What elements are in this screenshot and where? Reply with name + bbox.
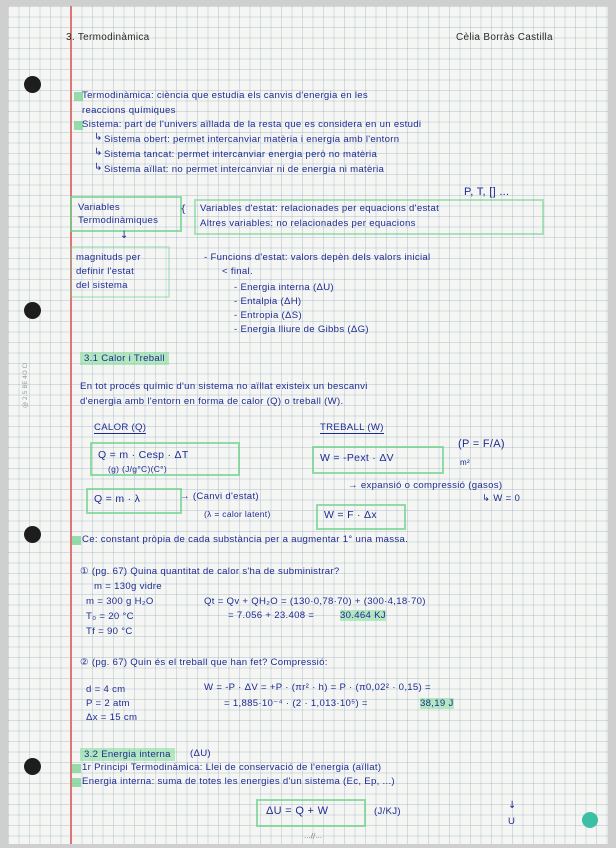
magnitudes-line: magnituds per xyxy=(76,252,141,263)
pressure-units: m² xyxy=(460,458,470,467)
page-footer: ...//... xyxy=(304,832,323,840)
exercise-question: ② (pg. 67) Quin és el treball que han fet? Compressió: xyxy=(80,657,328,668)
latent-note: → (Canvi d'estat) xyxy=(180,491,259,502)
definition-line: reaccions químiques xyxy=(82,105,176,116)
work-note: → expansió o compressió (gasos) xyxy=(348,480,503,491)
brace-icon: { xyxy=(180,204,187,215)
exercise-data: P = 2 atm xyxy=(86,698,130,709)
state-function-line: < final. xyxy=(222,266,253,277)
exercise-data: T₀ = 20 °C xyxy=(86,611,134,622)
state-function-item: - Energia lliure de Gibbs (ΔG) xyxy=(234,324,369,335)
margin-line xyxy=(70,6,72,844)
exercise-calc: W = -P · ΔV = +P · (πr² · h) = P · (π0,02² · 0,15) = xyxy=(204,682,431,693)
state-function-item: - Energia interna (ΔU) xyxy=(234,282,334,293)
exercise-calc: Qt = Qv + QH₂O = (130·0,78·70) + (300·4,18·70) xyxy=(204,596,426,607)
down-arrow-icon: ↓ xyxy=(508,800,517,811)
punch-hole xyxy=(24,758,41,775)
exercise-calc: = 1,885·10⁻⁴ · (2 · 1,013·10⁵) = xyxy=(224,698,368,709)
exercise-data: d = 4 cm xyxy=(86,684,126,695)
arrow-icon: ↳ xyxy=(94,132,103,143)
punch-hole xyxy=(24,76,41,93)
principle-line: 1r Principi Termodinàmica: Llei de conservació de l'energia (aïllat) xyxy=(82,762,382,773)
paragraph-line: d'energia amb l'entorn en forma de calor (Q) o treball (W). xyxy=(80,396,344,407)
latent-formula: Q = m · λ xyxy=(94,493,141,505)
highlight-mark xyxy=(72,778,81,787)
other-variables-line: Altres variables: no relacionades per equacions xyxy=(200,218,416,229)
exercise-result: 38,19 J xyxy=(420,698,454,709)
work-note-sub: ↳ W = 0 xyxy=(482,493,521,504)
exercise-data: Tf = 90 °C xyxy=(86,626,133,637)
arrow-icon: ↳ xyxy=(94,147,103,158)
brace-label: U xyxy=(508,816,516,827)
state-function-line: - Funcions d'estat: valors depèn dels valors inicial xyxy=(204,252,431,263)
punch-hole xyxy=(24,526,41,543)
exercise-data: Δx = 15 cm xyxy=(86,712,138,723)
state-function-item: - Entalpia (ΔH) xyxy=(234,296,302,307)
system-type-item: Sistema tancat: permet intercanviar energia però no matèria xyxy=(104,149,378,160)
exercise-data: m = 130g vidre xyxy=(94,581,162,592)
magnitudes-line: del sistema xyxy=(76,280,128,291)
variables-note: P, T, [] ... xyxy=(464,186,510,198)
work-heading: TREBALL (W) xyxy=(320,422,384,433)
heat-heading: CALOR (Q) xyxy=(94,422,147,433)
principle-line: Energia interna: suma de totes les energies d'un sistema (Ec, Ep, ...) xyxy=(82,776,395,787)
exercise-calc: = 7.056 + 23.408 = xyxy=(228,610,315,621)
highlight-mark xyxy=(72,764,81,773)
first-law-formula: ΔU = Q + W xyxy=(266,805,329,817)
exercise-result: 30.464 KJ xyxy=(340,610,386,621)
highlight-mark xyxy=(72,536,81,545)
punch-hole xyxy=(24,302,41,319)
page-header-title: 3. Termodinàmica xyxy=(66,32,150,43)
heat-formula-units: (g) (J/g°C)(C°) xyxy=(108,464,167,474)
first-law-units: (J/KJ) xyxy=(374,806,401,817)
down-arrow-icon: ↓ xyxy=(120,230,129,241)
exercise-data: m = 300 g H₂O xyxy=(86,596,154,607)
section-heading: 3.2 Energia interna xyxy=(80,748,175,761)
side-label: @ 2.5 BE 4O CI xyxy=(22,362,29,408)
section-heading: 3.1 Calor i Treball xyxy=(80,352,169,365)
work-formula: W = -Pext · ΔV xyxy=(320,452,394,464)
notebook-page xyxy=(8,6,608,844)
system-type-item: Sistema obert: permet intercanviar matèria i energia amb l'entorn xyxy=(104,134,400,145)
latent-note-sub: (λ = calor latent) xyxy=(204,509,271,519)
heat-formula: Q = m · Cesp · ΔT xyxy=(98,449,189,461)
section-heading-abbr: (ΔU) xyxy=(190,748,211,759)
definition-line: Sistema: part de l'univers aïllada de la resta que es considera en un estudi xyxy=(82,119,422,130)
system-type-item: Sistema aïllat: no permet intercanviar ni de energia ni matèria xyxy=(104,164,385,175)
state-function-item: - Entropia (ΔS) xyxy=(234,310,302,321)
arrow-icon: ↳ xyxy=(94,162,103,173)
paragraph-line: En tot procés químic d'un sistema no aïllat existeix un bescanvi xyxy=(80,381,368,392)
state-variables-line: Variables d'estat: relacionades per equacions d'estat xyxy=(200,203,440,214)
page-header-author: Cèlia Borràs Castilla xyxy=(456,32,553,43)
magnitudes-line: definir l'estat xyxy=(76,266,135,277)
definition-line: Termodinàmica: ciència que estudia els canvis d'energia en les xyxy=(82,90,369,101)
specific-heat-note: Ce: constant pròpia de cada substància per a augmentar 1° una massa. xyxy=(82,534,409,545)
exercise-question: ① (pg. 67) Quina quantitat de calor s'ha de subministrar? xyxy=(80,566,340,577)
pressure-formula: (P = F/A) xyxy=(458,438,505,450)
work-formula2: W = F · Δx xyxy=(324,509,377,521)
variables-box-line: Termodinàmiques xyxy=(78,215,159,226)
variables-box-line: Variables xyxy=(78,202,120,213)
brand-logo-icon xyxy=(582,812,598,828)
